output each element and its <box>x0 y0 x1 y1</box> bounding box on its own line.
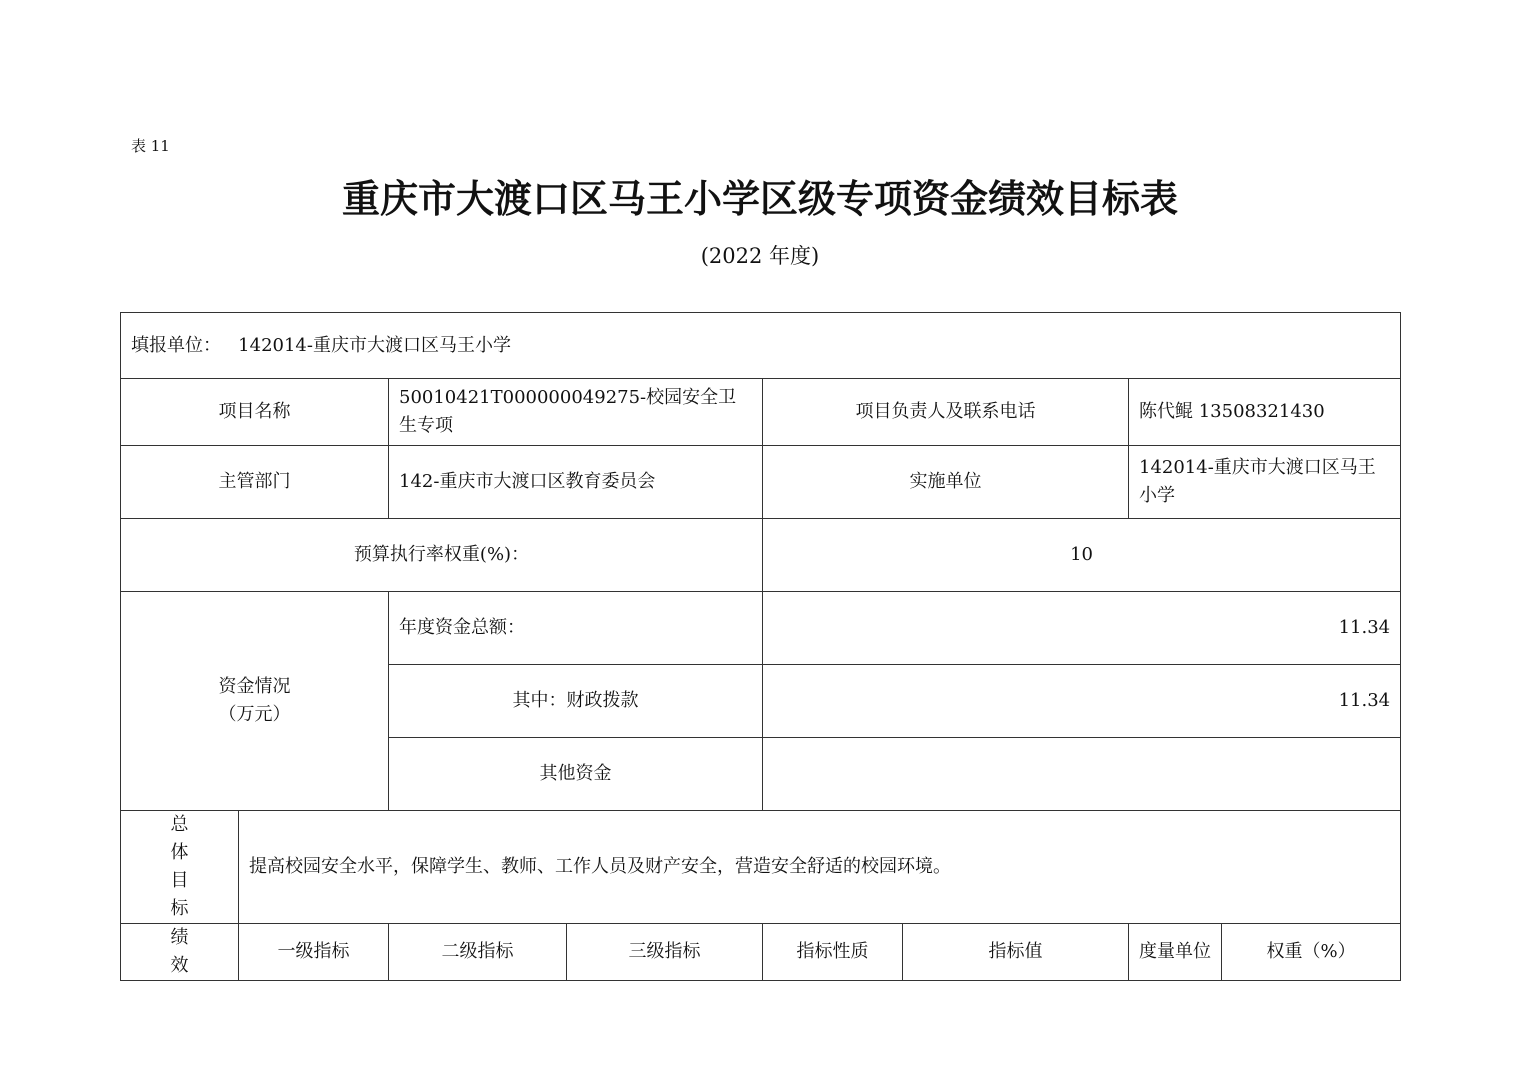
annual-total-label: 年度资金总额： <box>389 592 763 665</box>
goal-char: 目 <box>170 870 189 891</box>
budget-weight-value: 10 <box>763 519 1401 592</box>
impl-label: 实施单位 <box>763 446 1129 519</box>
filler-label: 填报单位： <box>131 334 221 356</box>
goal-char: 总 <box>170 814 189 835</box>
project-row <box>121 379 1401 446</box>
funds-label-line1: 资金情况 <box>218 676 291 697</box>
fiscal-value: 11.34 <box>763 665 1401 738</box>
contact-label: 项目负责人及联系电话 <box>763 379 1129 446</box>
goal-char: 体 <box>170 842 189 863</box>
perf-header-row <box>121 924 1401 981</box>
other-funds-label: 其他资金 <box>389 738 763 811</box>
filler-cell <box>121 313 1401 379</box>
dept-row <box>121 446 1401 519</box>
perf-header-level3: 三级指标 <box>567 924 763 981</box>
perf-label <box>121 924 239 981</box>
filler-value: 142014-重庆市大渡口区马王小学 <box>238 334 511 356</box>
overall-goal-value: 提高校园安全水平，保障学生、教师、工作人员及财产安全，营造安全舒适的校园环境。 <box>239 811 1401 924</box>
filler-row <box>121 313 1401 379</box>
project-name-value: 50010421T000000049275-校园安全卫生专项 <box>389 379 763 446</box>
fiscal-label: 其中：财政拨款 <box>389 665 763 738</box>
perf-header-weight: 权重（%） <box>1222 924 1401 981</box>
other-funds-value <box>763 738 1401 811</box>
funds-label <box>121 592 389 811</box>
perf-char: 绩 <box>170 927 189 948</box>
dept-value: 142-重庆市大渡口区教育委员会 <box>389 446 763 519</box>
perf-header-value: 指标值 <box>903 924 1129 981</box>
overall-goal-row <box>121 811 1401 924</box>
overall-goal-label <box>121 811 239 924</box>
table-number: 表 11 <box>131 137 170 155</box>
page-title: 重庆市大渡口区马王小学区级专项资金绩效目标表 <box>341 177 1178 221</box>
annual-total-row <box>121 592 1401 665</box>
project-name-label: 项目名称 <box>121 379 389 446</box>
perf-header-unit: 度量单位 <box>1129 924 1222 981</box>
impl-value: 142014-重庆市大渡口区马王小学 <box>1129 446 1401 519</box>
budget-weight-row <box>121 519 1401 592</box>
funds-label-line2: （万元） <box>218 704 291 725</box>
annual-total-value: 11.34 <box>763 592 1401 665</box>
goal-char: 标 <box>170 898 189 919</box>
perf-header-level2: 二级指标 <box>389 924 567 981</box>
page-subtitle: (2022 年度) <box>700 244 820 268</box>
budget-weight-label: 预算执行率权重(%)： <box>121 519 763 592</box>
performance-target-table <box>120 312 1401 981</box>
dept-label: 主管部门 <box>121 446 389 519</box>
perf-header-nature: 指标性质 <box>763 924 903 981</box>
contact-value: 陈代鲲 13508321430 <box>1129 379 1401 446</box>
perf-char: 效 <box>170 955 189 976</box>
perf-header-level1: 一级指标 <box>239 924 389 981</box>
